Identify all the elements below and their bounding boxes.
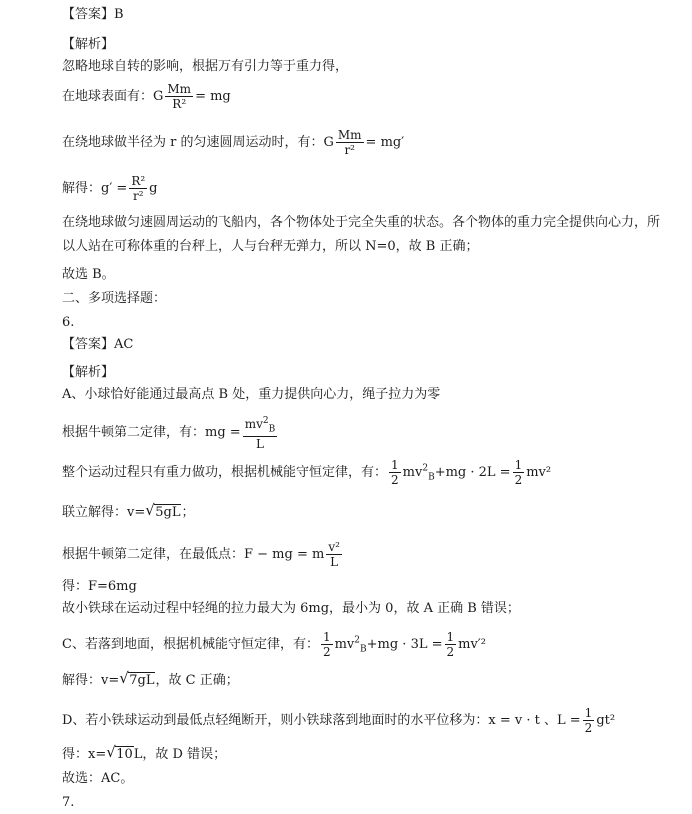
eq-solve-c-pre: 解得：v=	[62, 673, 120, 688]
frac-den: 2	[514, 473, 523, 487]
frac-den: R²	[172, 97, 187, 111]
eq-solve-pre: 解得：g′ =	[62, 181, 128, 196]
frac-num: $mv^2_B$	[243, 414, 278, 437]
question-6-number: 6.	[62, 315, 75, 330]
sqrt-7gl: √ 7gL	[119, 669, 155, 688]
eq-c-mid: mv	[334, 637, 355, 652]
eq-joint-post: ；	[181, 505, 195, 520]
frac-den: 2	[391, 473, 399, 487]
eq-solve-post: g	[149, 181, 158, 196]
frac-num: 1	[514, 458, 523, 472]
frac-num: 1	[584, 706, 593, 720]
eq-newton-pre: 根据牛顿第二定律，有：mg =	[62, 425, 241, 441]
eq-surface-pre: 在地球表面有：G	[62, 89, 164, 104]
answer-label-6: 【答案】AC	[62, 337, 134, 352]
eq-orbit-frac	[336, 128, 364, 157]
eq-orbit-post: = mg′	[365, 135, 405, 150]
eq-solve-c	[62, 669, 239, 690]
frac-num: 1	[446, 630, 455, 644]
sqrt-5gl: √ 5gL	[145, 501, 181, 520]
frac-num: Mm	[167, 82, 192, 96]
frac-den: 2	[446, 645, 455, 659]
eq-surface	[62, 82, 231, 111]
eq-d-post: gt²	[596, 713, 616, 728]
frac-den: r²	[132, 189, 144, 203]
analysis-label-5: 【解析】	[62, 37, 115, 52]
eq-energy-pre: 整个运动过程只有重力做功，根据机械能守恒定律，有：	[62, 465, 388, 480]
eq-solve-frac	[129, 174, 147, 203]
frac-den: 2	[584, 721, 593, 735]
eq-d-frac	[583, 706, 595, 735]
para-a-top-point: A、小球恰好能通过最高点 B 处，重力提供向心力，绳子拉力为零	[62, 387, 441, 402]
eq-newton-frac	[243, 414, 278, 451]
frac-num-text: mv	[244, 417, 263, 431]
section-multi-choice: 二、多项选择题：	[62, 291, 167, 306]
eq-solve-g	[62, 174, 158, 203]
eq-joint-pre: 联立解得：v=	[62, 505, 146, 520]
eq-energy-frac-2	[513, 458, 525, 487]
result-x-pre: 得：x=	[62, 747, 107, 762]
frac-num: v²	[328, 540, 340, 554]
eq-d-pre: D、若小铁球运动到最低点轻绳断开，则小铁球落到地面时的水平位移为：x = v · t 、L =	[62, 713, 581, 728]
choose-b: 故选 B。	[62, 267, 115, 282]
para-weightless-b: 以人站在可称体重的台秤上，人与台秤无弹力，所以 N=0，故 B 正确；	[62, 239, 479, 254]
eq-joint-solve	[62, 501, 195, 522]
para-weightless-a: 在绕地球做匀速圆周运动的飞船内，各个物体处于完全失重的状态。各个物体的重力完全提供向心力，所	[62, 215, 661, 230]
eq-surface-frac	[165, 82, 193, 111]
frac-num: 1	[391, 458, 399, 472]
eq-option-d	[62, 706, 615, 735]
frac-den: L	[255, 437, 264, 452]
eq-energy-mid: mv	[402, 465, 423, 480]
frac-num: R²	[131, 174, 146, 188]
result-f: 得：F=6mg	[62, 579, 137, 594]
frac-num: 1	[322, 630, 331, 644]
eq-surface-post: = mg	[195, 89, 231, 104]
eq-c-pre: C、若落到地面，根据机械能守恒定律，有：	[62, 637, 319, 652]
sqrt-radicand: 5gL	[155, 505, 181, 520]
choose-ac: 故选：AC。	[62, 771, 134, 786]
sqrt-10: √ 10	[106, 743, 133, 762]
eq-orbit-pre: 在绕地球做半径为 r 的匀速圆周运动时，有：G	[62, 135, 334, 150]
eq-newton-top	[62, 414, 279, 451]
answer-label-5: 【答案】B	[62, 7, 124, 22]
eq-c-frac-1	[321, 630, 333, 659]
result-x	[62, 743, 227, 764]
eq-c-frac-2	[445, 630, 457, 659]
eq-option-c: C、若落到地面，根据机械能守恒定律，有： $\frac{1}{2}$ $mv^2_B+mg \cdot 3L$ = $\frac{1}{2}$ mv′²	[62, 630, 486, 659]
frac-den: L	[330, 555, 339, 569]
analysis-label-6: 【解析】	[62, 365, 115, 380]
eq-energy: 整个运动过程只有重力做功，根据机械能守恒定律，有： $\frac{1}{2}$ $mv^2_B+mg \cdot 2L$ = $\frac{1}{2}$ mv²	[62, 458, 552, 487]
eq-c-end: mv′²	[458, 637, 486, 652]
eq-energy-mid2: +mg · 2L =	[434, 465, 511, 480]
eq-low-frac	[326, 540, 342, 569]
result-x-post: L，故 D 错误；	[133, 747, 227, 762]
question-7-number: 7.	[62, 795, 75, 810]
frac-den: r²	[344, 143, 355, 157]
para-max-tension: 故小铁球在运动过程中轻绳的拉力最大为 6mg，最小为 0，故 A 正确 B 错误；	[62, 601, 520, 616]
frac-num: Mm	[337, 128, 362, 142]
eq-c-mid2: +mg · 3L =	[366, 637, 443, 652]
eq-energy-frac-1	[389, 458, 401, 487]
eq-low-pre: 根据牛顿第二定律，在最低点：F − mg = m	[62, 547, 325, 562]
eq-energy-end: mv²	[526, 465, 552, 480]
frac-den: 2	[322, 645, 331, 659]
eq-orbit	[62, 128, 404, 157]
para-ignore-rotation: 忽略地球自转的影响，根据万有引力等于重力得，	[62, 59, 349, 74]
sqrt-radicand: 7gL	[129, 673, 155, 688]
eq-solve-c-post: ，故 C 正确；	[155, 673, 239, 688]
eq-newton-low	[62, 540, 344, 569]
sqrt-radicand: 10	[116, 747, 133, 762]
